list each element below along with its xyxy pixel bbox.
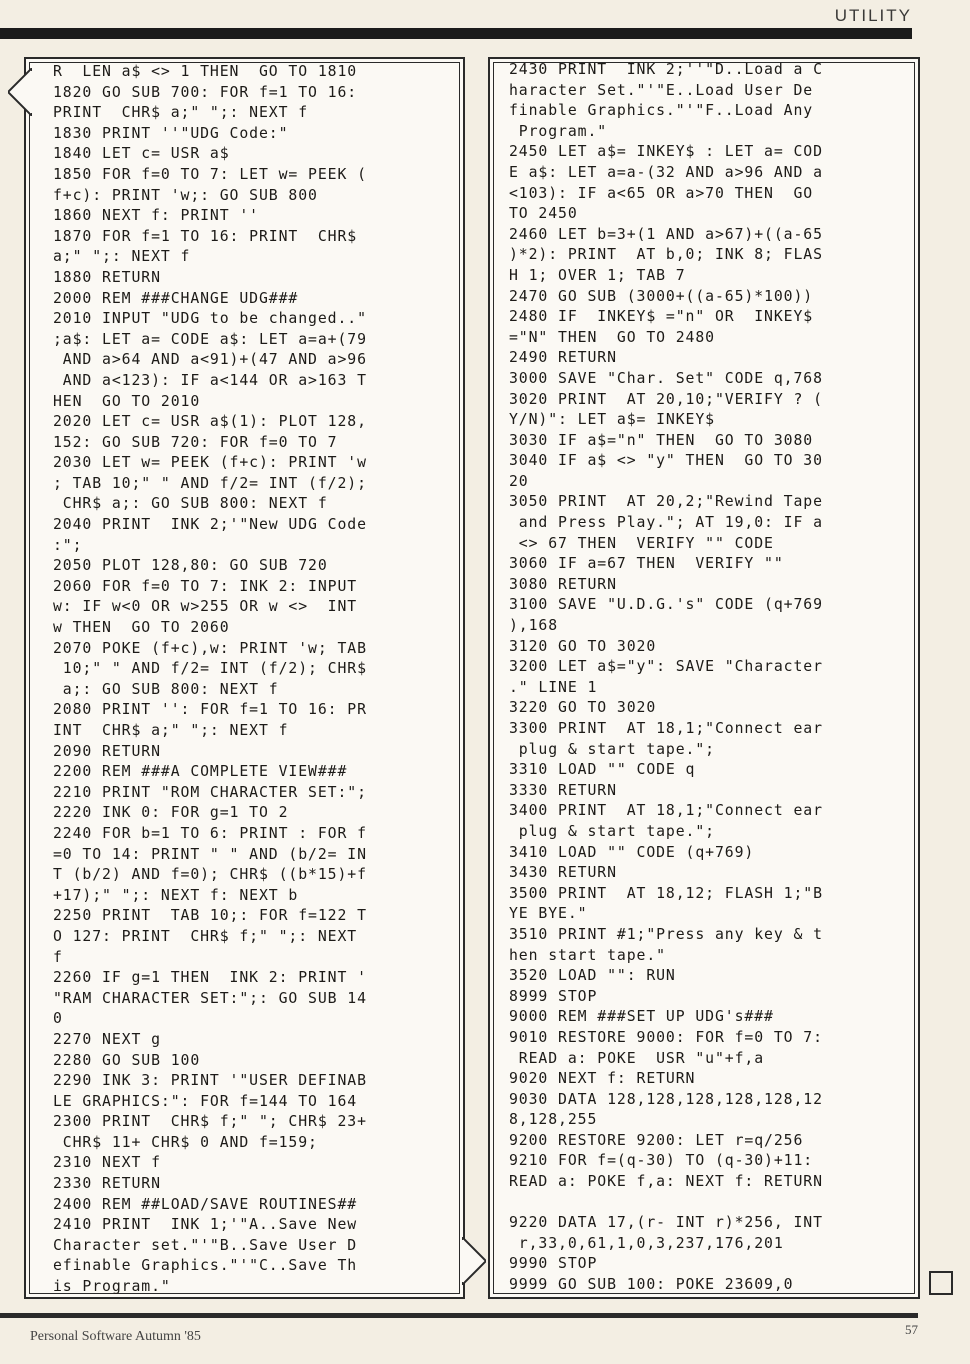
- code-line: 9210 FOR f=(q-30) TO (q-30)+11:: [509, 1152, 814, 1170]
- code-line: 2080 PRINT '': FOR f=1 TO 16: PR: [53, 701, 367, 719]
- code-line: )*2): PRINT AT b,0; INK 8; FLAS: [509, 246, 823, 264]
- code-line: 2250 PRINT TAB 10;: FOR f=122 T: [53, 907, 367, 925]
- code-line: 3120 GO TO 3020: [509, 637, 657, 655]
- code-line: 2020 LET c= USR a$(1): PLOT 128,: [53, 413, 367, 431]
- code-line: 3060 IF a=67 THEN VERIFY "": [509, 555, 784, 573]
- end-of-article-box: [929, 1271, 953, 1295]
- code-line: <> 67 THEN VERIFY "" CODE: [509, 534, 774, 552]
- code-line: r,33,0,61,1,0,3,237,176,201: [509, 1234, 784, 1252]
- code-line: 3330 RETURN: [509, 781, 617, 799]
- code-line: 9030 DATA 128,128,128,128,128,12: [509, 1090, 823, 1108]
- code-line: CHR$ a;: GO SUB 800: NEXT f: [53, 495, 328, 513]
- code-line: 8,128,255: [509, 1111, 598, 1129]
- code-line: 3310 LOAD "" CODE q: [509, 761, 696, 779]
- code-line: 1820 GO SUB 700: FOR f=1 TO 16:: [53, 83, 358, 101]
- code-line: 2400 REM ##LOAD/SAVE ROUTINES##: [53, 1195, 358, 1213]
- code-line: 9990 STOP: [509, 1255, 598, 1273]
- code-line: ),168: [509, 617, 559, 635]
- code-line: 3200 LET a$="y": SAVE "Character: [509, 658, 823, 676]
- code-line: H 1; OVER 1; TAB 7: [509, 266, 686, 284]
- code-line: 2010 INPUT "UDG to be changed..": [53, 310, 367, 328]
- code-line: and Press Play."; AT 19,0: IF a: [509, 514, 823, 532]
- code-line: 2030 LET w= PEEK (f+c): PRINT 'w: [53, 454, 367, 472]
- code-line: 152: GO SUB 720: FOR f=0 TO 7: [53, 433, 338, 451]
- header-rule: [0, 28, 912, 39]
- code-line: AND a>64 AND a<91)+(47 AND a>96: [53, 351, 367, 369]
- code-line: 8999 STOP: [509, 987, 598, 1005]
- code-line: 3220 GO TO 3020: [509, 699, 657, 717]
- code-line: a;: GO SUB 800: NEXT f: [53, 680, 279, 698]
- code-line: [509, 1193, 823, 1214]
- code-line: a;" ";: NEXT f: [53, 248, 191, 266]
- code-line: O 127: PRINT CHR$ f;" ";: NEXT: [53, 927, 358, 945]
- code-line: 3080 RETURN: [509, 575, 617, 593]
- code-line: 9010 RESTORE 9000: FOR f=0 TO 7:: [509, 1028, 823, 1046]
- code-line: plug & start tape.";: [509, 822, 715, 840]
- code-line: <103): IF a<65 OR a>70 THEN GO: [509, 184, 814, 202]
- code-line: 2060 FOR f=0 TO 7: INK 2: INPUT: [53, 577, 358, 595]
- speech-pointer-left: [8, 68, 32, 116]
- code-line: finable Graphics."'"F..Load Any: [509, 102, 814, 120]
- code-line: 3050 PRINT AT 20,2;"Rewind Tape: [509, 493, 823, 511]
- code-line: 3500 PRINT AT 18,12; FLASH 1;"B: [509, 884, 823, 902]
- code-line: 20: [509, 472, 529, 490]
- code-line: 3510 PRINT #1;"Press any key & t: [509, 925, 823, 943]
- code-line: w: IF w<0 OR w>255 OR w <> INT: [53, 598, 358, 616]
- code-line: 9020 NEXT f: RETURN: [509, 1070, 696, 1088]
- code-line: 1830 PRINT ''"UDG Code:": [53, 124, 289, 142]
- code-line: Character set."'"B..Save User D: [53, 1236, 358, 1254]
- code-line: 1850 FOR f=0 TO 7: LET w= PEEK (: [53, 165, 367, 183]
- code-line: ;a$: LET a= CODE a$: LET a=a+(79: [53, 330, 367, 348]
- code-line: PRINT CHR$ a;" ";: NEXT f: [53, 104, 309, 122]
- code-line: AND a<123): IF a<144 OR a>163 T: [53, 371, 367, 389]
- code-line: 2050 PLOT 128,80: GO SUB 720: [53, 557, 328, 575]
- code-line: 2090 RETURN: [53, 742, 161, 760]
- code-line: T (b/2) AND f=0); CHR$ ((b*15)+f: [53, 866, 367, 884]
- code-line: LE GRAPHICS:": FOR f=144 TO 164: [53, 1092, 358, 1110]
- page-number: 57: [905, 1322, 918, 1337]
- code-line: 2210 PRINT "ROM CHARACTER SET:";: [53, 783, 367, 801]
- code-line: efinable Graphics."'"C..Save Th: [53, 1257, 358, 1275]
- basic-listing-right: [509, 60, 823, 1296]
- code-line: "RAM CHARACTER SET:";: GO SUB 14: [53, 989, 367, 1007]
- code-line: 3410 LOAD "" CODE (q+769): [509, 843, 755, 861]
- code-line: 10;" " AND f/2= INT (f/2); CHR$: [53, 660, 367, 678]
- code-line: 3520 LOAD "": RUN: [509, 967, 676, 985]
- code-line: 9999 GO SUB 100: POKE 23609,0: [509, 1276, 794, 1294]
- code-line: TO 2450: [509, 205, 578, 223]
- code-line: 2280 GO SUB 100: [53, 1051, 201, 1069]
- code-line: f+c): PRINT 'w;: GO SUB 800: [53, 186, 318, 204]
- code-line: 2070 POKE (f+c),w: PRINT 'w; TAB: [53, 639, 367, 657]
- code-line: 2000 REM ###CHANGE UDG###: [53, 289, 299, 307]
- code-line: YE BYE.": [509, 905, 588, 923]
- code-line: 2410 PRINT INK 1;'"A..Save New: [53, 1216, 358, 1234]
- code-line: 3430 RETURN: [509, 864, 617, 882]
- code-line: is Program.": [53, 1278, 171, 1296]
- code-line: 3100 SAVE "U.D.G.'s" CODE (q+769: [509, 596, 823, 614]
- code-line: :";: [53, 536, 83, 554]
- code-line: 2460 LET b=3+(1 AND a>67)+((a-65: [509, 225, 823, 243]
- code-line: E a$: LET a=a-(32 AND a>96 AND a: [509, 163, 823, 181]
- code-line: 2450 LET a$= INKEY$ : LET a= COD: [509, 143, 823, 161]
- code-line: 3000 SAVE "Char. Set" CODE q,768: [509, 369, 823, 387]
- code-line: INT CHR$ a;" ";: NEXT f: [53, 722, 289, 739]
- code-line: R LEN a$ <> 1 THEN GO TO 1810: [53, 63, 358, 80]
- code-line: 1860 NEXT f: PRINT '': [53, 207, 259, 225]
- code-line: 9220 DATA 17,(r- INT r)*256, INT: [509, 1214, 823, 1232]
- code-line: ="N" THEN GO TO 2480: [509, 328, 715, 346]
- code-line: HEN GO TO 2010: [53, 392, 201, 410]
- code-line: 2300 PRINT CHR$ f;" "; CHR$ 23+: [53, 1113, 367, 1131]
- code-line: 2490 RETURN: [509, 349, 617, 367]
- code-line: ." LINE 1: [509, 678, 598, 696]
- speech-pointer-right: [462, 1237, 486, 1285]
- code-line: 2240 FOR b=1 TO 6: PRINT : FOR f: [53, 824, 367, 842]
- code-line: READ a: POKE USR "u"+f,a: [509, 1049, 765, 1067]
- code-line: plug & start tape.";: [509, 740, 715, 758]
- code-line: 1840 LET c= USR a$: [53, 145, 230, 163]
- code-line: 2470 GO SUB (3000+((a-65)*100)): [509, 287, 814, 305]
- code-line: 2040 PRINT INK 2;'"New UDG Code: [53, 516, 367, 534]
- code-line: 2310 NEXT f: [53, 1154, 161, 1172]
- code-line: 9000 REM ###SET UP UDG's###: [509, 1008, 774, 1026]
- code-line: =0 TO 14: PRINT " " AND (b/2= IN: [53, 845, 367, 863]
- code-line: 2260 IF g=1 THEN INK 2: PRINT ': [53, 969, 367, 987]
- code-line: 1880 RETURN: [53, 268, 161, 286]
- code-line: 3020 PRINT AT 20,10;"VERIFY ? (: [509, 390, 823, 408]
- code-line: haracter Set."'"E..Load User De: [509, 81, 814, 99]
- code-line: 3030 IF a$="n" THEN GO TO 3080: [509, 431, 814, 449]
- code-line: ; TAB 10;" " AND f/2= INT (f/2);: [53, 474, 367, 492]
- code-line: 3400 PRINT AT 18,1;"Connect ear: [509, 802, 823, 820]
- code-line: 2200 REM ###A COMPLETE VIEW###: [53, 763, 348, 781]
- code-line: 3040 IF a$ <> "y" THEN GO TO 30: [509, 452, 823, 470]
- code-line: f: [53, 948, 63, 966]
- code-line: Y/N)": LET a$= INKEY$: [509, 411, 715, 429]
- footer-rule: [0, 1313, 918, 1318]
- publication-credit: Personal Software Autumn '85: [30, 1329, 201, 1344]
- code-line: hen start tape.": [509, 946, 666, 964]
- code-line: Program.": [509, 122, 608, 140]
- code-line: 9200 RESTORE 9200: LET r=q/256: [509, 1131, 804, 1149]
- code-line: 0: [53, 1010, 63, 1028]
- code-line: CHR$ 11+ CHR$ 0 AND f=159;: [53, 1133, 318, 1151]
- basic-listing-left: [53, 62, 367, 1298]
- section-label: UTILITY: [834, 6, 912, 25]
- code-line: READ a: POKE f,a: NEXT f: RETURN: [509, 1173, 823, 1191]
- code-line: 2330 RETURN: [53, 1175, 161, 1193]
- code-line: 2270 NEXT g: [53, 1030, 161, 1048]
- code-line: 2480 IF INKEY$ ="n" OR INKEY$: [509, 308, 814, 326]
- code-line: 1870 FOR f=1 TO 16: PRINT CHR$: [53, 227, 358, 245]
- code-line: 2430 PRINT INK 2;''"D..Load a C: [509, 61, 823, 78]
- code-line: 2290 INK 3: PRINT '"USER DEFINAB: [53, 1072, 367, 1090]
- code-line: 3300 PRINT AT 18,1;"Connect ear: [509, 720, 823, 737]
- code-line: 2220 INK 0: FOR g=1 TO 2: [53, 804, 289, 822]
- code-line: w THEN GO TO 2060: [53, 619, 230, 637]
- code-line: +17);" ";: NEXT f: NEXT b: [53, 886, 299, 904]
